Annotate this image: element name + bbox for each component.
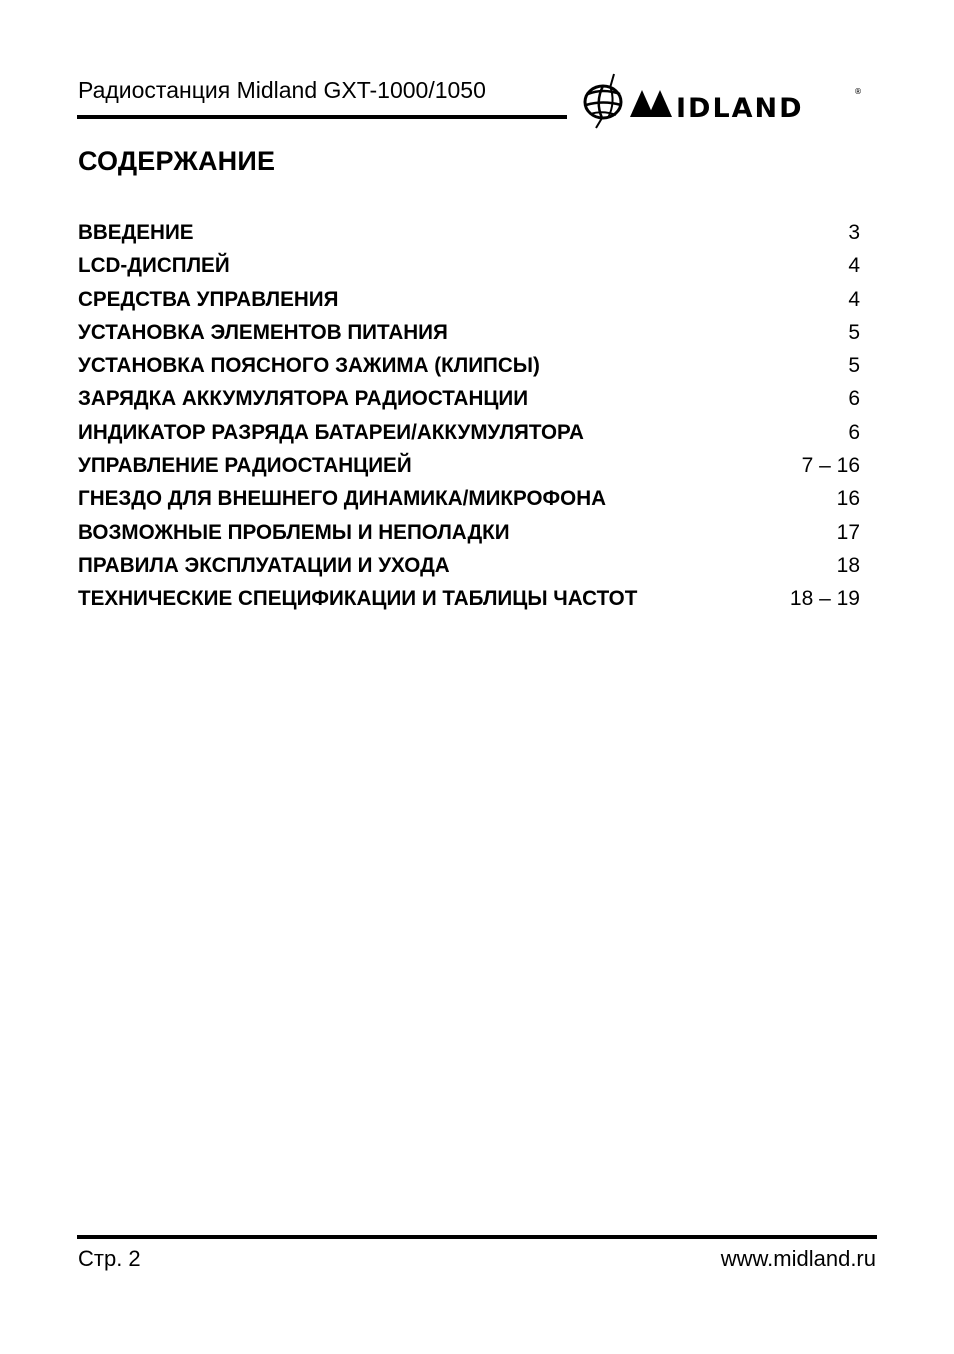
toc-entry[interactable] (78, 516, 860, 549)
toc-entry[interactable] (78, 549, 860, 582)
table-of-contents (78, 216, 860, 616)
toc-entry-label: ИНДИКАТОР РАЗРЯДА БАТАРЕИ/АККУМУЛЯТОРА (78, 419, 584, 444)
page-number: Стр. 2 (78, 1246, 141, 1271)
toc-entry[interactable] (78, 316, 860, 349)
toc-entry[interactable] (78, 582, 860, 615)
toc-entry-page: 17 (836, 520, 860, 544)
toc-entry-label: УСТАНОВКА ЭЛЕМЕНТОВ ПИТАНИЯ (78, 319, 448, 344)
toc-entry[interactable] (78, 349, 860, 382)
toc-entry[interactable] (78, 416, 860, 449)
document-header-title: Радиостанция Midland GXT-1000/1050 (78, 77, 486, 103)
toc-entry-label: ЗАРЯДКА АККУМУЛЯТОРА РАДИОСТАНЦИИ (78, 386, 529, 411)
toc-entry-page: 5 (848, 354, 860, 378)
toc-entry-page: 4 (848, 254, 860, 278)
toc-entry-page: 18 (836, 553, 860, 577)
toc-entry-page: 7 – 16 (801, 454, 860, 478)
toc-entry-page: 16 (836, 487, 860, 511)
footer-rule (77, 1235, 877, 1239)
toc-entry-page: 6 (848, 420, 860, 444)
toc-entry-page: 4 (848, 287, 860, 311)
toc-entry-label: ТЕХНИЧЕСКИЕ СПЕЦИФИКАЦИИ И ТАБЛИЦЫ ЧАСТОТ (78, 586, 638, 611)
toc-entry[interactable] (78, 216, 860, 249)
header-rule (77, 115, 567, 119)
website-link[interactable]: www.midland.ru (720, 1246, 876, 1271)
globe-icon (585, 74, 621, 128)
midland-logo (580, 72, 862, 132)
page-title: СОДЕРЖАНИЕ (78, 146, 276, 176)
toc-entry-page: 3 (848, 221, 860, 244)
svg-text:®: ® (854, 87, 862, 96)
toc-entry[interactable] (78, 482, 860, 515)
toc-entry-page: 6 (848, 387, 860, 411)
toc-entry-label: УПРАВЛЕНИЕ РАДИОСТАНЦИЕЙ (78, 453, 412, 478)
toc-entry[interactable] (78, 249, 860, 282)
toc-entry-label: СРЕДСТВА УПРАВЛЕНИЯ (78, 286, 339, 311)
toc-entry-page: 18 – 19 (789, 587, 860, 611)
toc-entry-page: 5 (848, 320, 860, 344)
toc-entry-label: ВОЗМОЖНЫЕ ПРОБЛЕМЫ И НЕПОЛАДКИ (78, 519, 510, 544)
toc-entry-label: ГНЕЗДО ДЛЯ ВНЕШНЕГО ДИНАМИКА/МИКРОФОНА (78, 486, 607, 511)
toc-entry-label: УСТАНОВКА ПОЯСНОГО ЗАЖИМА (КЛИПСЫ) (78, 353, 540, 378)
toc-entry-label: ПРАВИЛА ЭКСПЛУАТАЦИИ И УХОДА (78, 552, 450, 577)
toc-entry[interactable] (78, 449, 860, 482)
toc-entry-label: LCD-ДИСПЛЕЙ (78, 253, 230, 278)
toc-entry-label: ВВЕДЕНИЕ (78, 220, 194, 244)
toc-entry[interactable] (78, 382, 860, 415)
toc-entry[interactable] (78, 283, 860, 316)
svg-text:IDLAND: IDLAND (676, 93, 804, 124)
